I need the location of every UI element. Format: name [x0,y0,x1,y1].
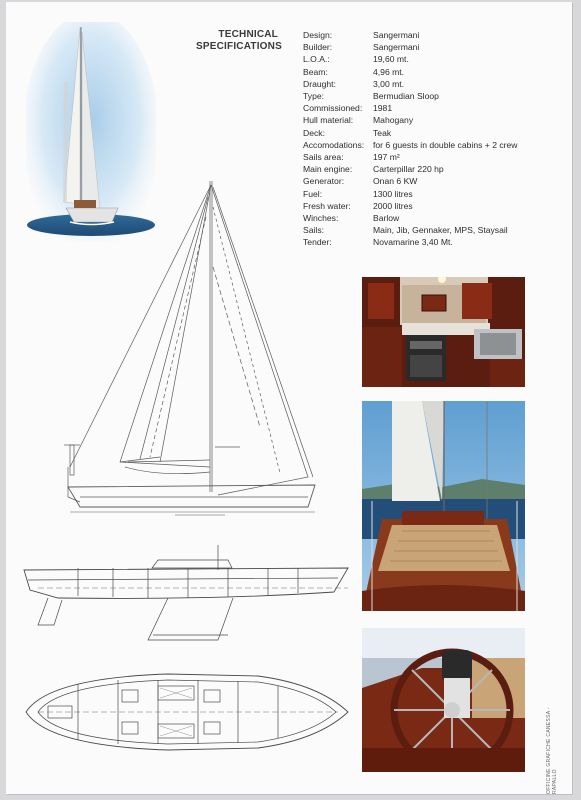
spec-label: Sails area: [303,152,344,163]
spec-value: Carterpillar 220 hp [373,164,444,175]
spec-row [303,127,565,139]
spec-row [303,212,565,224]
helm-wheel-photo [362,628,525,772]
specs-heading [196,29,282,53]
spec-value: Bermudian Sloop [373,91,439,102]
spec-value: Mahogany [373,115,414,126]
spec-row [303,151,565,163]
specs-table [303,29,565,249]
spec-value: Barlow [373,213,400,224]
spec-label: Accomodations: [303,139,365,150]
spec-row [303,29,565,41]
spec-value: Teak [373,127,392,138]
printer-credit: OFFICINE GRAFICHE CANESSA - RAPALLO [546,707,558,794]
spec-label: Hull material: [303,115,354,126]
spec-label: Commissioned: [303,103,363,114]
spec-value: Onan 6 KW [373,176,418,187]
side-profile-drawing [18,540,353,645]
spec-value: Novamarine 3,40 Mt. [373,237,453,248]
spec-value: Main, Jib, Gennaker, MPS, Staysail [373,225,508,236]
spec-row [303,102,565,114]
spec-label: Main engine: [303,164,353,175]
spec-label: Fresh water: [303,200,351,211]
spec-value: 1981 [373,103,393,114]
specs-heading-line1: TECHNICAL [218,29,278,40]
spec-label: Sails: [303,225,325,236]
spec-label: Deck: [303,127,325,138]
spec-label: Design: [303,30,333,40]
spec-value: 19,60 mt. [373,54,409,65]
spec-row [303,163,565,175]
spec-value: 1300 litres [373,188,413,199]
spec-value: Sangermani [373,42,420,53]
spec-label: Fuel: [303,188,323,199]
spec-value: for 6 guests in double cabins + 2 crew [373,139,518,150]
spec-row [303,53,565,65]
spec-label: Generator: [303,176,345,187]
brochure-page [6,2,572,794]
spec-row [303,175,565,187]
spec-label: Winches: [303,213,339,224]
spec-label: Type: [303,91,325,102]
spec-row [303,66,565,78]
spec-row [303,224,565,236]
spec-label: Tender: [303,237,332,248]
foredeck-photo [362,401,525,611]
spec-label: Builder: [303,42,333,53]
spec-row [303,139,565,151]
spec-row [303,78,565,90]
spec-row [303,236,565,248]
galley-photo [362,277,525,387]
specs-heading-line2: SPECIFICATIONS [196,41,282,52]
spec-row [303,188,565,200]
spec-row [303,114,565,126]
spec-label: Beam: [303,66,328,77]
spec-row [303,90,565,102]
spec-value: 2000 litres [373,200,413,211]
spec-label: Draught: [303,78,336,89]
spec-value: 197 m² [373,152,400,163]
deck-layout-drawing [18,670,353,755]
spec-row [303,200,565,212]
spec-value: 4,96 mt. [373,66,405,77]
spec-value: 3,00 mt. [373,78,405,89]
spec-value: Sangermani [373,30,420,40]
spec-row [303,41,565,53]
sail-plan-drawing [50,177,320,532]
spec-label: L.O.A.: [303,54,330,65]
